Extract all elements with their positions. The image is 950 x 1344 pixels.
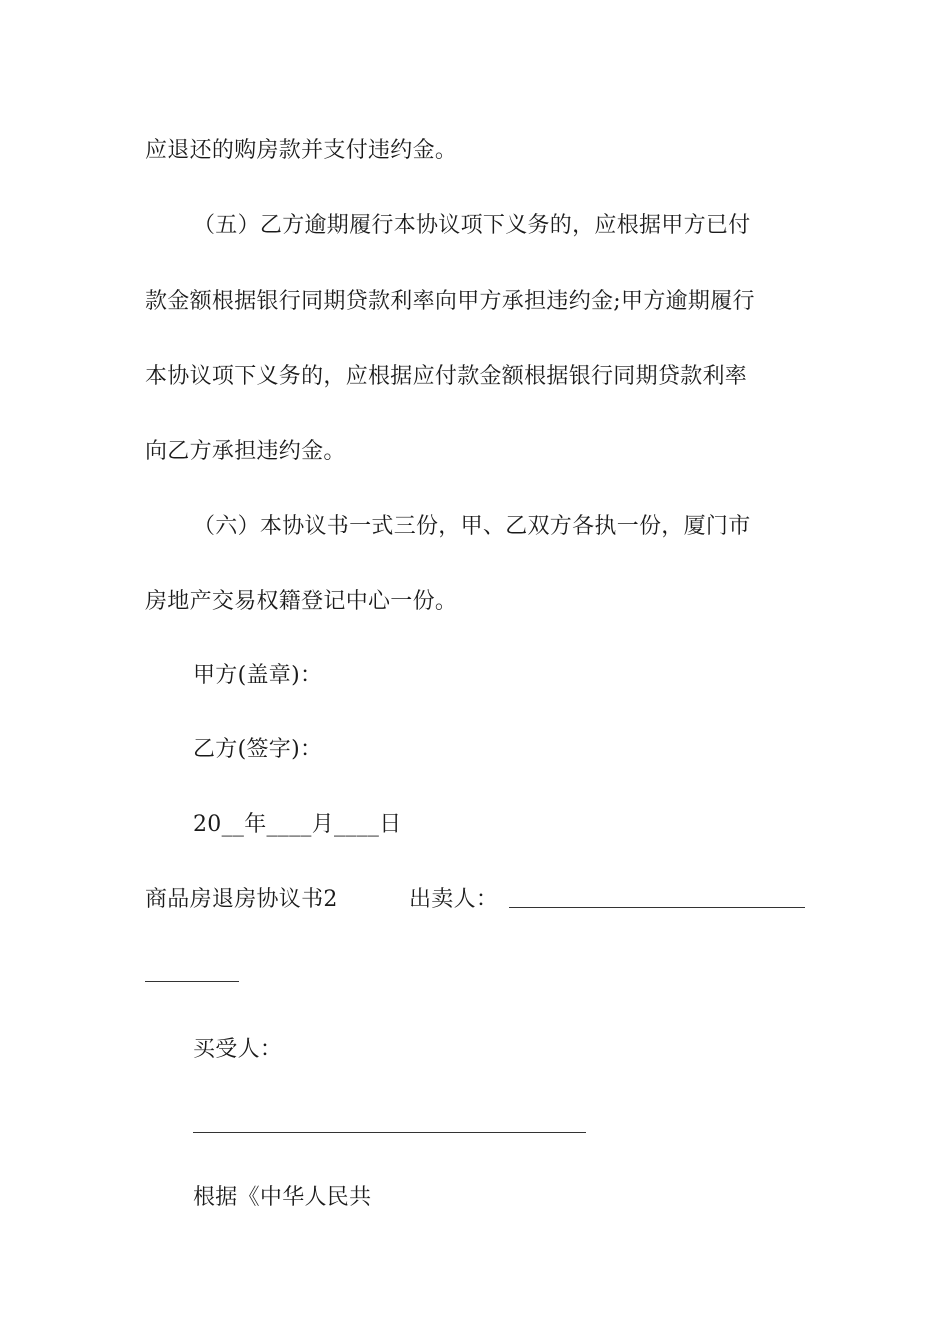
buyer-blank-line: [193, 1132, 586, 1133]
seller-blank-line-continued: [145, 981, 239, 982]
clause-six-line: （六）本协议书一式三份，甲、乙双方各执一份，厦门市: [193, 514, 751, 539]
paragraph-line: 向乙方承担违约金。: [145, 439, 346, 464]
clause-five-line: （五）乙方逾期履行本协议项下义务的，应根据甲方已付: [193, 213, 751, 238]
party-a-seal-label: 甲方(盖章)：: [193, 663, 323, 688]
paragraph-line: 房地产交易权籍登记中心一份。: [145, 589, 458, 614]
paragraph-line: 本协议项下义务的，应根据应付款金额根据银行同期贷款利率: [145, 364, 748, 389]
date-line: 20__年____月____日: [193, 812, 402, 837]
seller-label: 出卖人：: [409, 887, 499, 912]
paragraph-line: 应退还的购房款并支付违约金。: [145, 138, 458, 163]
seller-blank-line: [509, 907, 805, 908]
paragraph-line: 根据《中华人民共: [193, 1185, 372, 1210]
party-b-signature-label: 乙方(签字)：: [193, 737, 323, 762]
paragraph-line: 款金额根据银行同期贷款利率向甲方承担违约金;甲方逾期履行: [145, 289, 755, 314]
section-title: 商品房退房协议书2: [145, 887, 338, 912]
buyer-label: 买受人：: [193, 1037, 283, 1062]
